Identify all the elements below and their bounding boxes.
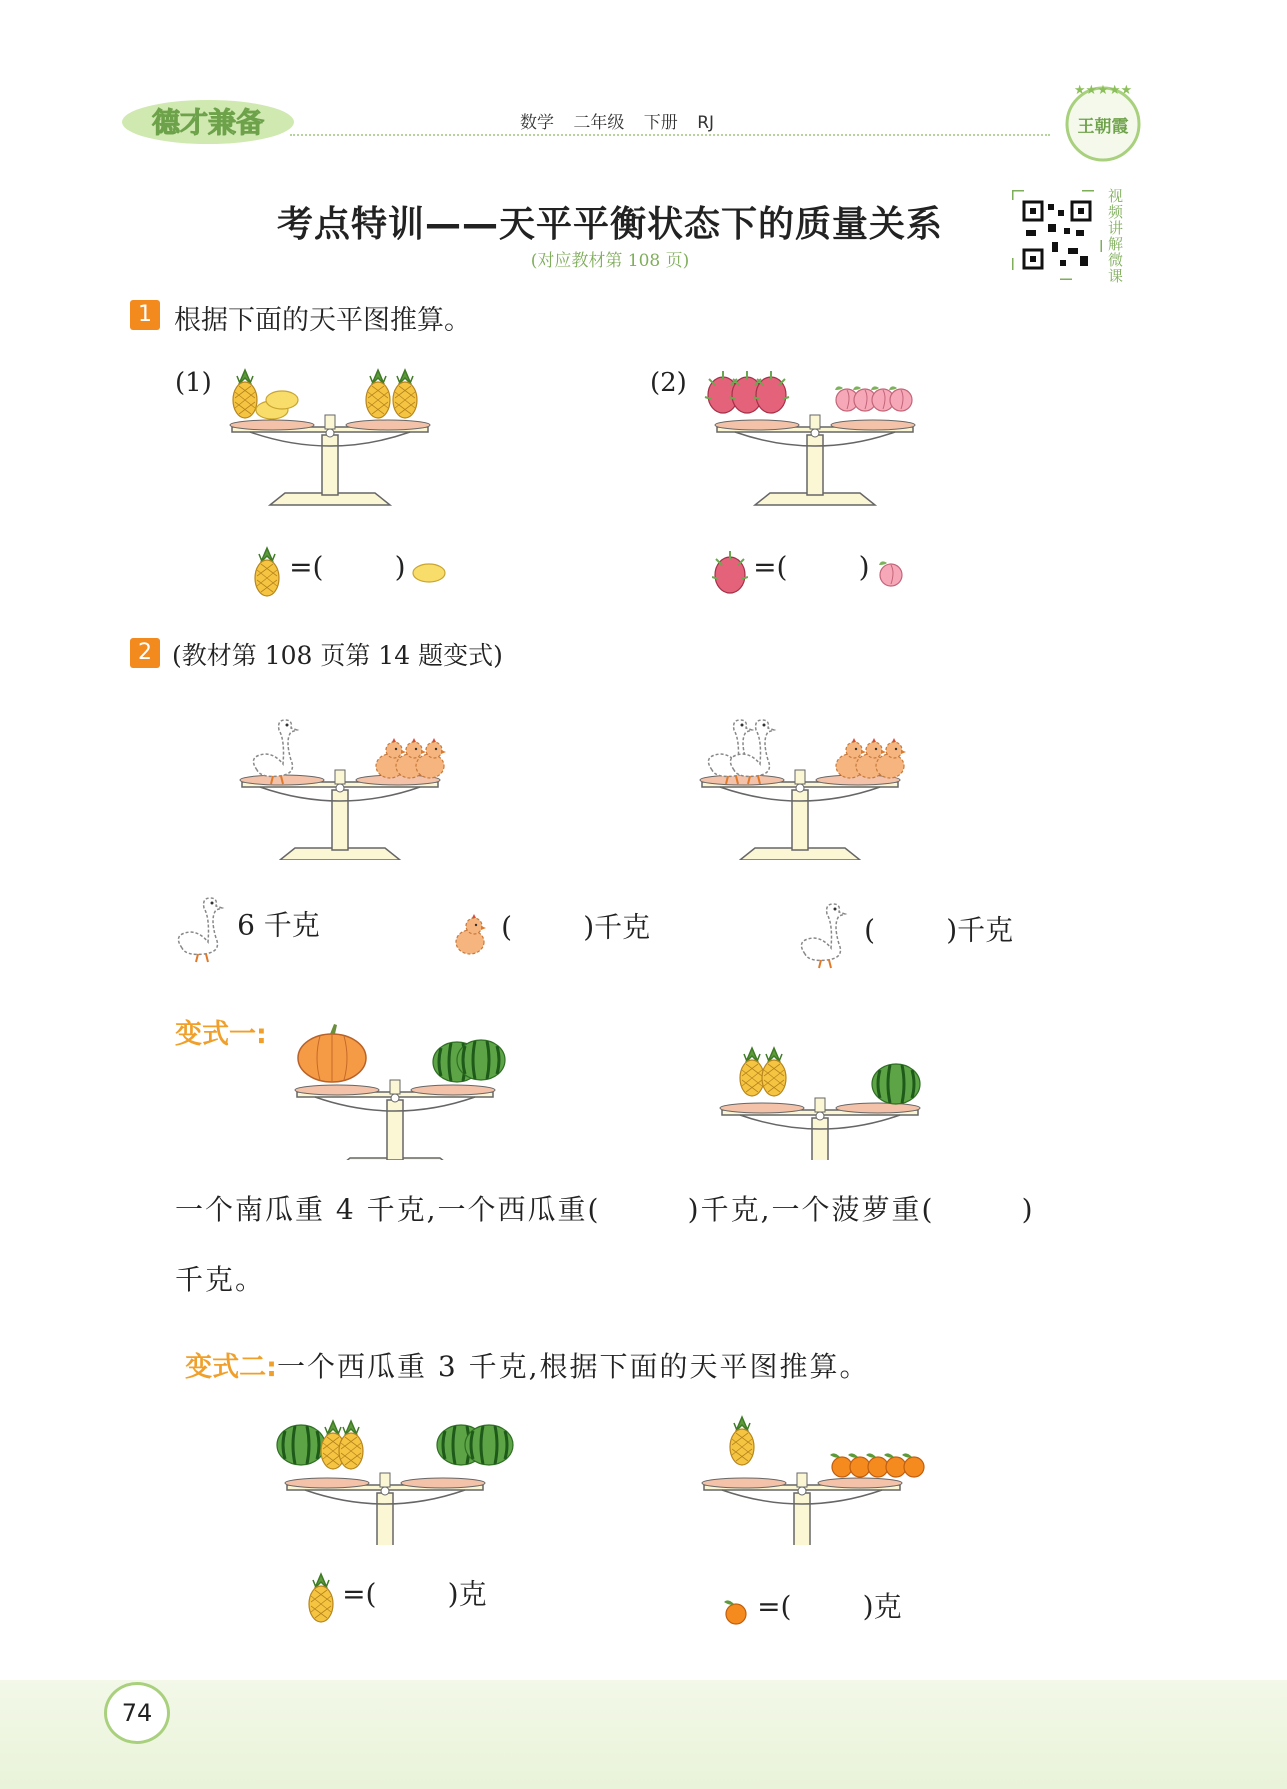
balance-scale-variant1-1 <box>285 1000 525 1164</box>
peach-icon <box>875 555 907 589</box>
header-divider <box>290 134 1050 136</box>
variant-2-heading <box>175 1326 870 1385</box>
pineapple-icon <box>305 1568 337 1630</box>
q2-answer2-text: ( )千克 <box>501 910 651 944</box>
goose-icon <box>253 720 297 784</box>
chick-icon <box>876 738 906 778</box>
balance-scale-variant2-2 <box>690 1385 950 1549</box>
pineapple-icon <box>762 1048 786 1096</box>
orange-icon <box>884 1453 906 1477</box>
variant-2-eq1-text: =( )克 <box>342 1577 487 1611</box>
book-info: 数学 二年级 下册 RJ <box>520 113 715 133</box>
question-2-number: 2 <box>130 638 160 668</box>
pineapple-icon <box>393 370 417 418</box>
pineapple-icon <box>730 1417 754 1465</box>
brand-badge <box>1062 78 1144 168</box>
variant-1-line2: 千克。 <box>175 1263 266 1296</box>
balance-scale-variant2-1 <box>265 1385 535 1549</box>
q1-sub2-label: (2) <box>650 368 687 398</box>
goose-icon <box>172 888 232 972</box>
header-logo <box>118 90 298 146</box>
logo-text: 德才兼备 <box>151 106 265 139</box>
chick-icon <box>450 900 496 964</box>
variant-1-line1: 一个南瓜重 4 千克,一个西瓜重( )千克,一个菠萝重( ) <box>175 1193 1035 1226</box>
variant-2-text: 一个西瓜重 3 千克,根据下面的天平图推算。 <box>276 1350 870 1383</box>
q1-eq1-text: =( ) <box>289 550 406 584</box>
pumpkin-icon <box>298 1024 366 1082</box>
watermelon-icon <box>872 1064 920 1104</box>
balance-scale-q2-2 <box>690 700 930 864</box>
q2-answer-goose <box>172 888 320 972</box>
pineapple-icon <box>740 1048 764 1096</box>
pineapple-icon <box>250 540 284 604</box>
variant-2-label: 变式二: <box>185 1352 277 1383</box>
page-subtitle: (对应教材第 108 页) <box>530 251 690 271</box>
page-title: 考点特训——天平平衡状态下的质量关系 <box>276 204 943 245</box>
orange-icon <box>848 1453 870 1477</box>
mango-icon <box>266 391 298 409</box>
q2-answer3-text: ( )千克 <box>864 913 1014 947</box>
orange-icon <box>830 1453 852 1477</box>
variant-2-eq2 <box>720 1585 902 1630</box>
q1-eq2-text: =( ) <box>753 550 870 584</box>
balance-scale-q2-1 <box>235 700 475 864</box>
peach-icon <box>889 386 912 411</box>
pineapple-icon <box>233 370 257 418</box>
q2-answer-goose-2 <box>795 900 1013 970</box>
balance-scale-q1-1 <box>220 360 440 514</box>
variant-2-eq1 <box>305 1568 487 1630</box>
pineapple-icon <box>339 1421 363 1469</box>
orange-icon <box>720 1594 752 1630</box>
question-1-text: 根据下面的天平图推算。 <box>174 305 471 336</box>
watermelon-icon <box>277 1425 325 1465</box>
orange-icon <box>902 1453 924 1477</box>
q1-eq1 <box>250 540 447 604</box>
q2-answer1-text: 6 千克 <box>237 908 320 942</box>
pineapple-icon <box>366 370 390 418</box>
watermelon-icon <box>465 1425 513 1465</box>
watermelon-icon <box>457 1040 505 1080</box>
variant-1-label: 变式一: <box>175 1019 267 1050</box>
goose-icon <box>795 900 859 970</box>
balance-scale-variant1-2 <box>710 1000 950 1164</box>
question-2-text: (教材第 108 页第 14 题变式) <box>172 641 503 670</box>
page-number: 74 <box>104 1682 170 1744</box>
qr-label: 视频讲解微课 <box>1108 187 1124 285</box>
orange-icon <box>866 1453 888 1477</box>
variant-2-eq2-text: =( )克 <box>757 1590 902 1623</box>
q1-eq2 <box>712 545 907 599</box>
q1-sub1-label: (1) <box>175 368 212 398</box>
badge-text: 王朝霞 <box>1077 117 1129 137</box>
mango-icon <box>411 557 447 587</box>
svg-text:★★★★★: ★★★★★ <box>1073 83 1133 98</box>
footer-decoration <box>0 1680 1287 1789</box>
qr-code[interactable] <box>1012 190 1102 280</box>
dragonfruit-icon <box>712 545 748 599</box>
balance-scale-q1-2 <box>695 360 935 514</box>
chick-icon <box>416 738 446 778</box>
question-1-number: 1 <box>130 300 160 330</box>
q2-answer-chick <box>450 900 650 964</box>
